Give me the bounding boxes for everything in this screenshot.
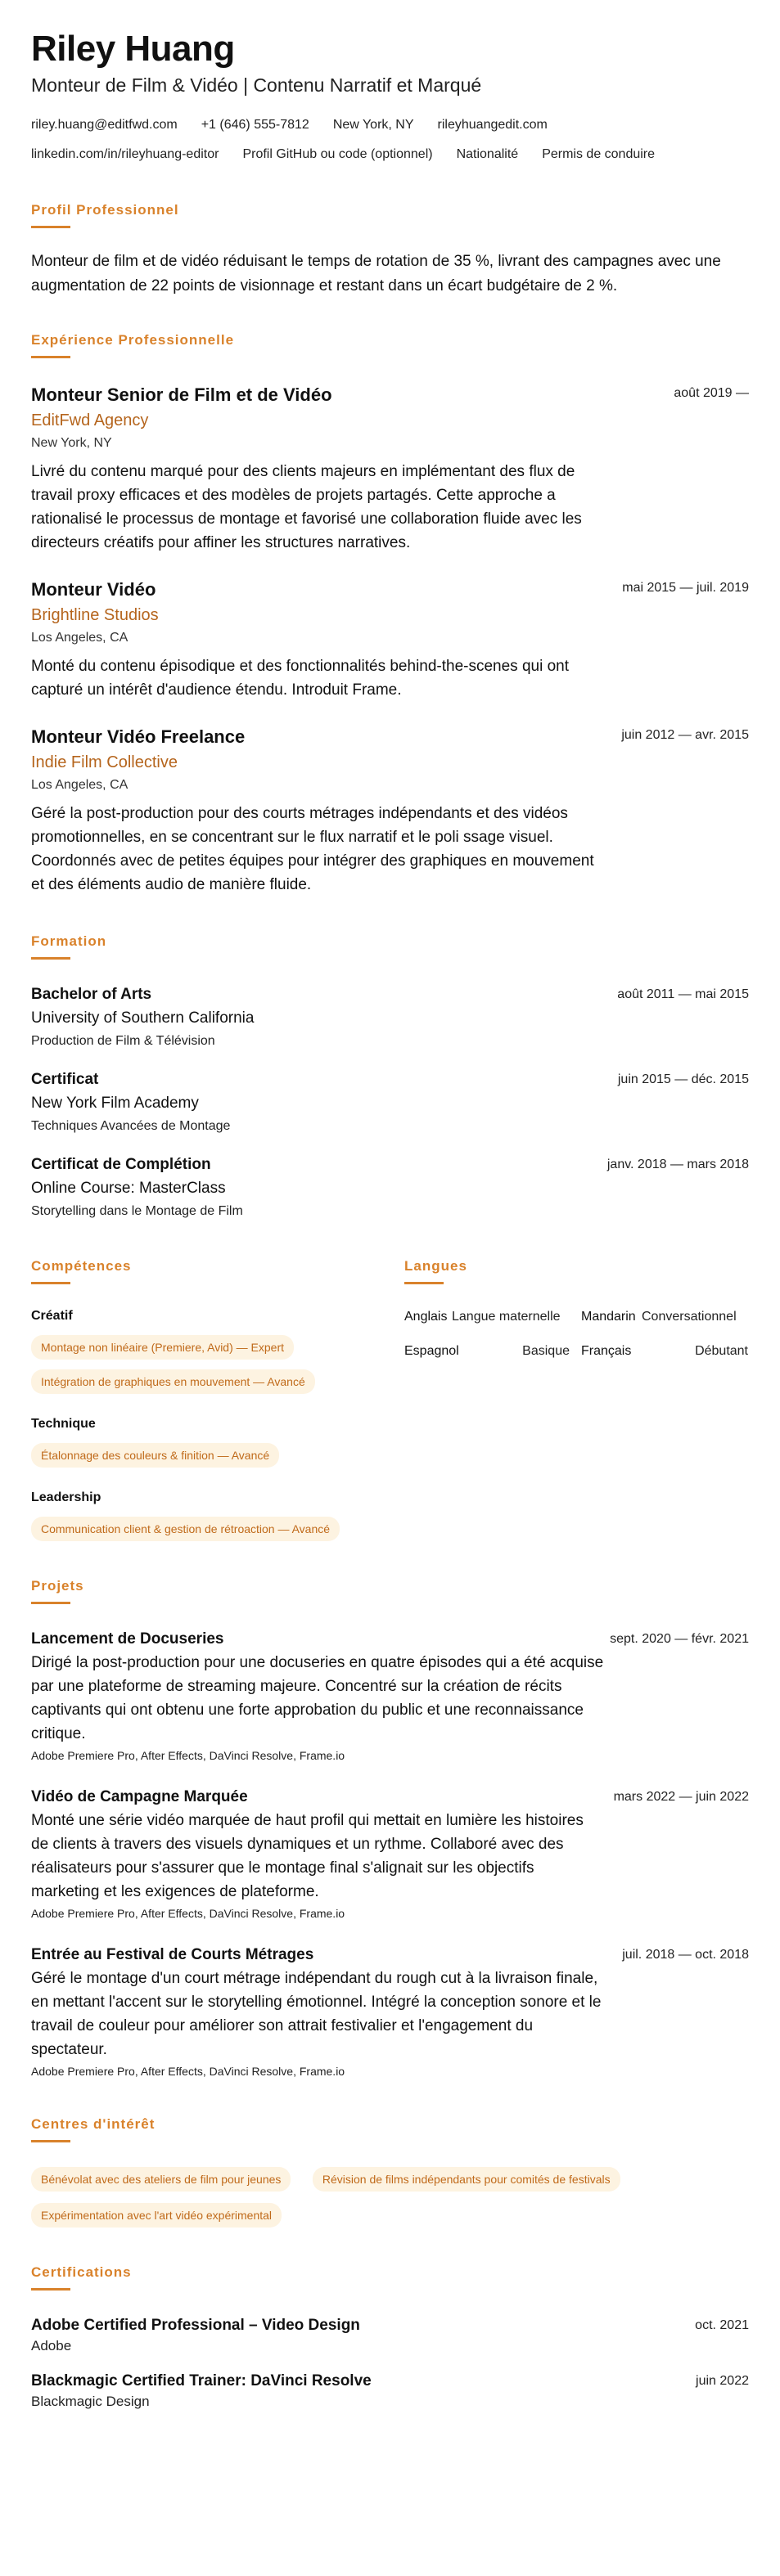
experience-entry — [31, 578, 749, 702]
education-section — [31, 933, 749, 1221]
interests-section — [31, 2115, 749, 2228]
certification-name: Blackmagic Certified Trainer: DaVinci Resolve — [31, 2372, 372, 2389]
certifications-section — [31, 2264, 749, 2412]
section-divider — [31, 2288, 70, 2291]
contact-linkedin[interactable]: linkedin.com/in/rileyhuang-editor — [31, 147, 219, 161]
project-tech: Adobe Premiere Pro, After Effects, DaVinci Resolve, Frame.io — [31, 1907, 345, 1920]
education-dates: août 2011 — mai 2015 — [617, 987, 749, 1001]
language-name: Français — [581, 1344, 632, 1358]
skills-languages-row — [31, 1257, 749, 1541]
job-location: New York, NY — [31, 436, 112, 450]
job-title: Monteur Vidéo — [31, 579, 156, 600]
language-level: Conversationnel — [642, 1310, 737, 1324]
job-description: Livré du contenu marqué pour des clients majeurs en implémentant des flux de travail proxy efficaces et des modèles de projets partagés. Cette approche a rationalisé le processus de montage et favorisé une collaboration fluide avec les directeurs créatifs pour affiner les structures narratives. — [31, 463, 582, 551]
project-tech: Adobe Premiere Pro, After Effects, DaVinci Resolve, Frame.io — [31, 2065, 345, 2078]
education-entry — [31, 1069, 749, 1136]
interests-list — [31, 2156, 749, 2228]
certification-entry — [31, 2371, 749, 2412]
degree: Certificat de Complétion — [31, 1156, 211, 1173]
language-name: Anglais — [404, 1310, 448, 1324]
section-divider — [31, 2140, 70, 2142]
education-dates: janv. 2018 — mars 2018 — [606, 1158, 749, 1171]
education-entry — [31, 984, 749, 1051]
company-name: EditFwd Agency — [31, 411, 149, 429]
skills-section — [31, 1257, 404, 1541]
section-title: Langues — [404, 1258, 467, 1274]
section-title: Profil Professionnel — [31, 202, 179, 218]
skill-tag: Étalonnage des couleurs & finition — Avancé — [31, 1443, 279, 1468]
project-description: Géré le montage d'un court métrage indépendant du rough cut à la livraison finale, en mettant l'accent sur le storytelling émotionnel. Intégré la conception sonore et le travail de couleur pour améliorer son attrait festivalier et l'engagement du spectateur. — [31, 1970, 602, 2058]
section-title: Compétences — [31, 1258, 132, 1274]
certification-issuer: Blackmagic Design — [31, 2394, 150, 2409]
section-divider — [404, 1282, 444, 1284]
project-title: Entrée au Festival de Courts Métrages — [31, 1946, 314, 1963]
field-of-study: Production de Film & Télévision — [31, 1034, 215, 1048]
language-name: Mandarin — [581, 1310, 636, 1324]
project-description: Dirigé la post-production pour une docuseries en quatre épisodes qui a été acquise par une plateforme de streaming majeure. Concentré sur la création de récits captivants qui ont obtenu une forte approbation du public et une reconnaissance critique. — [31, 1654, 604, 1742]
contact-nationality: Nationalité — [456, 147, 519, 161]
field-of-study: Techniques Avancées de Montage — [31, 1119, 231, 1133]
company-name: Indie Film Collective — [31, 753, 178, 771]
project-tech: Adobe Premiere Pro, After Effects, DaVinci Resolve, Frame.io — [31, 1749, 345, 1762]
language-level: Langue maternelle — [452, 1310, 561, 1324]
skill-tag: Montage non linéaire (Premiere, Avid) — Expert — [31, 1335, 294, 1360]
school: University of Southern California — [31, 1009, 255, 1027]
languages-grid — [404, 1307, 748, 1361]
skill-tag: Communication client & gestion de rétroaction — Avancé — [31, 1517, 340, 1541]
field-of-study: Storytelling dans le Montage de Film — [31, 1204, 243, 1218]
summary-section — [31, 201, 749, 299]
project-dates: mars 2022 — juin 2022 — [613, 1790, 749, 1804]
interest-tag: Révision de films indépendants pour comités de festivals — [313, 2167, 620, 2192]
project-entry — [31, 1944, 749, 2079]
section-title: Expérience Professionnelle — [31, 332, 235, 348]
skill-tag: Intégration de graphiques en mouvement — Avancé — [31, 1369, 315, 1394]
school: Online Course: MasterClass — [31, 1180, 226, 1197]
interest-tag: Expérimentation avec l'art vidéo expérimental — [31, 2203, 282, 2228]
section-divider — [31, 957, 70, 960]
company-name: Brightline Studios — [31, 606, 159, 624]
section-title: Formation — [31, 933, 107, 949]
projects-section — [31, 1577, 749, 2079]
languages-section — [404, 1257, 748, 1541]
contact-info — [31, 116, 749, 175]
contact-website[interactable]: rileyhuangedit.com — [437, 118, 548, 132]
project-title: Lancement de Docuseries — [31, 1630, 224, 1648]
job-location: Los Angeles, CA — [31, 631, 128, 645]
section-divider — [31, 226, 70, 228]
section-divider — [31, 356, 70, 358]
education-dates: juin 2015 — déc. 2015 — [617, 1072, 749, 1086]
project-dates: juil. 2018 — oct. 2018 — [622, 1948, 749, 1962]
skill-category: Leadership — [31, 1490, 101, 1504]
job-location: Los Angeles, CA — [31, 778, 128, 792]
project-description: Monté une série vidéo marquée de haut profil qui mettait en lumière les histoires de clients à travers des visuels dynamiques et un rythme. Collaboré avec des réalisateurs pour s'assurer que le montage final s'alignait sur les objectifs marketing et les exigences de plateforme. — [31, 1812, 584, 1900]
certification-issuer: Adobe — [31, 2338, 72, 2353]
section-divider — [31, 1602, 70, 1604]
experience-entry — [31, 383, 749, 555]
candidate-name: Riley Huang — [31, 29, 235, 69]
contact-location: New York, NY — [332, 118, 414, 132]
section-title: Centres d'intérêt — [31, 2116, 156, 2132]
certification-date: juin 2022 — [696, 2374, 749, 2388]
section-divider — [31, 1282, 70, 1284]
certification-date: oct. 2021 — [695, 2318, 749, 2332]
school: New York Film Academy — [31, 1095, 199, 1112]
interest-tag: Bénévolat avec des ateliers de film pour jeunes — [31, 2167, 291, 2192]
job-title: Monteur Vidéo Freelance — [31, 726, 246, 747]
skill-category: Technique — [31, 1417, 96, 1431]
contact-phone[interactable]: +1 (646) 555-7812 — [201, 118, 309, 132]
job-title: Monteur Senior de Film et de Vidéo — [31, 384, 332, 405]
certification-entry — [31, 2315, 749, 2356]
section-title: Projets — [31, 1578, 84, 1594]
project-dates: sept. 2020 — févr. 2021 — [610, 1632, 749, 1646]
contact-github[interactable]: Profil GitHub ou code (optionnel) — [242, 147, 433, 161]
contact-email[interactable]: riley.huang@editfwd.com — [31, 118, 178, 132]
certification-name: Adobe Certified Professional – Video Design — [31, 2317, 360, 2334]
job-dates: mai 2015 — juil. 2019 — [622, 581, 749, 595]
experience-section — [31, 331, 749, 897]
degree: Certificat — [31, 1071, 99, 1088]
language-level: Basique — [522, 1344, 570, 1358]
job-dates: août 2019 — — [674, 386, 749, 400]
degree: Bachelor of Arts — [31, 986, 152, 1003]
summary-text: Monteur de film et de vidéo réduisant le temps de rotation de 35 %, livrant des campagnes avec une augmentation de 22 points de visionnage et restant dans un écart budgétaire de 2 %. — [31, 253, 721, 294]
section-title: Certifications — [31, 2264, 132, 2280]
contact-license: Permis de conduire — [542, 147, 656, 161]
education-entry — [31, 1154, 749, 1221]
project-title: Vidéo de Campagne Marquée — [31, 1788, 248, 1805]
project-entry — [31, 1629, 749, 1764]
skill-category: Créatif — [31, 1309, 73, 1323]
language-level: Débutant — [695, 1344, 748, 1358]
job-description: Géré la post-production pour des courts métrages indépendants et des vidéos promotionnelles, en se concentrant sur le flux narratif et le poli ssage visuel. Coordonnés avec de petites équipes pour intégrer des graphiques en mouvement et des éléments audio de manière fluide. — [31, 805, 594, 893]
job-description: Monté du contenu épisodique et des fonctionnalités behind-the-scenes qui ont capturé un intérêt d'audience étendu. Introduit Frame. — [31, 658, 570, 699]
project-entry — [31, 1787, 749, 1922]
language-name: Espagnol — [404, 1344, 459, 1358]
experience-entry — [31, 725, 749, 897]
headline: Monteur de Film & Vidéo | Contenu Narratif et Marqué — [31, 74, 482, 96]
job-dates: juin 2012 — avr. 2015 — [621, 728, 749, 742]
